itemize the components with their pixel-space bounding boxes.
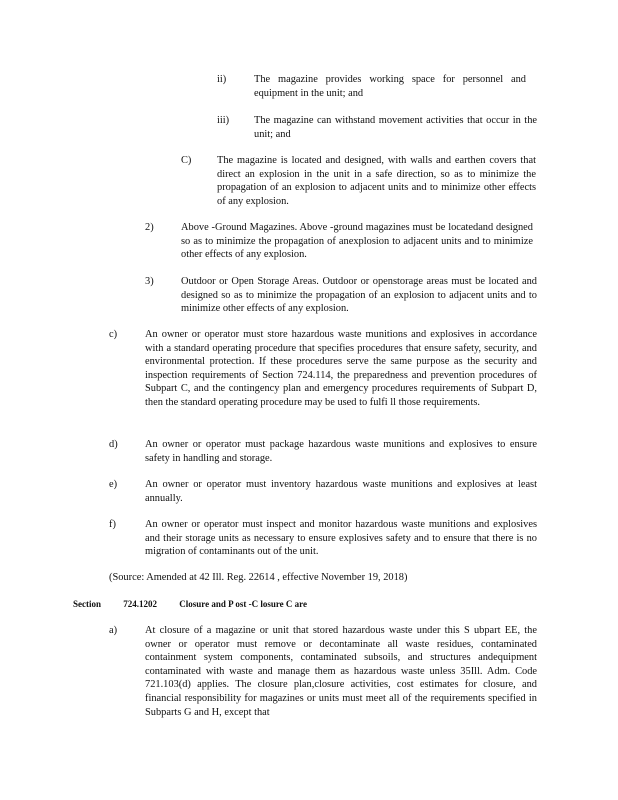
item-text: Outdoor or Open Storage Areas. Outdoor or openstorage areas must be located and designed so as to minimize the propagation of an explosion to adjacent units and to minimize other effects of any explosion. [181, 276, 537, 315]
item-label: e) [109, 479, 118, 490]
item-label: f) [109, 519, 116, 530]
section-title: Closure and P ost -C losure C are [179, 599, 308, 609]
item-text: The magazine is located and designed, with walls and earthen covers that direct an explosion in the unit in a safe direction, so as to minimize the propagation of an explosion to adjacent units and to minimize other effects of any explosion. [217, 155, 536, 207]
item-label: iii) [217, 115, 230, 126]
item-text: An owner or operator must inventory hazardous waste munitions and explosives at least annually. [145, 479, 537, 504]
section-number: 724.1202 [123, 599, 157, 609]
item-text: The magazine can withstand movement activities that occur in the unit; and [254, 115, 537, 140]
item-text: An owner or operator must store hazardous waste munitions and explosives in accordance with a standard operating procedure that specifies procedures that ensure safety, security, and environmental protection. If these procedures serve the same purpose as the security and inspection requirements of Section 724.114, the preparedness and prevention procedures of Subpart C, and the contingency plan and emergency procedures requirements of Subpart D, then the standard operating procedure may be used to fulfi ll those requirements. [145, 329, 537, 408]
item-label: a) [109, 625, 118, 636]
section-heading [73, 598, 327, 612]
item-label: ii) [217, 74, 227, 85]
item-text: At closure of a magazine or unit that stored hazardous waste under this S ubpart EE, the owner or operator must remove or decontaminate all waste residues, contaminated containment system components, contaminated subsoils, and structures andequipment contaminated with waste and manage them as hazardous waste unless 35Ill. Adm. Code 721.103(d) applies. The closure plan,closure activities, cost estimates for closure, and financial responsibility for magazines or units must meet all of the requirements specified in Subparts G and H, except that [145, 625, 537, 718]
item-label: c) [109, 329, 118, 340]
item-label: 2) [145, 222, 154, 233]
section-word: Section [73, 599, 101, 609]
item-label: C) [181, 155, 192, 166]
item-text: Above -Ground Magazines. Above -ground magazines must be locatedand designed so as to minimize the propagation of anexplosion to adjacent units and to minimize other effects of any explosion. [181, 222, 533, 261]
source-note: (Source: Amended at 42 Ill. Reg. 22614 , effective November 19, 2018) [109, 572, 408, 583]
item-text: An owner or operator must package hazardous waste munitions and explosives to ensure safety in handling and storage. [145, 439, 537, 464]
item-text: The magazine provides working space for personnel and equipment in the unit; and [254, 74, 526, 99]
item-label: 3) [145, 276, 154, 287]
item-text: An owner or operator must inspect and monitor hazardous waste munitions and explosives and their storage units as necessary to ensure explosives safety and to ensure that there is no migration of contaminants out of the unit. [145, 519, 537, 558]
item-label: d) [109, 439, 118, 450]
